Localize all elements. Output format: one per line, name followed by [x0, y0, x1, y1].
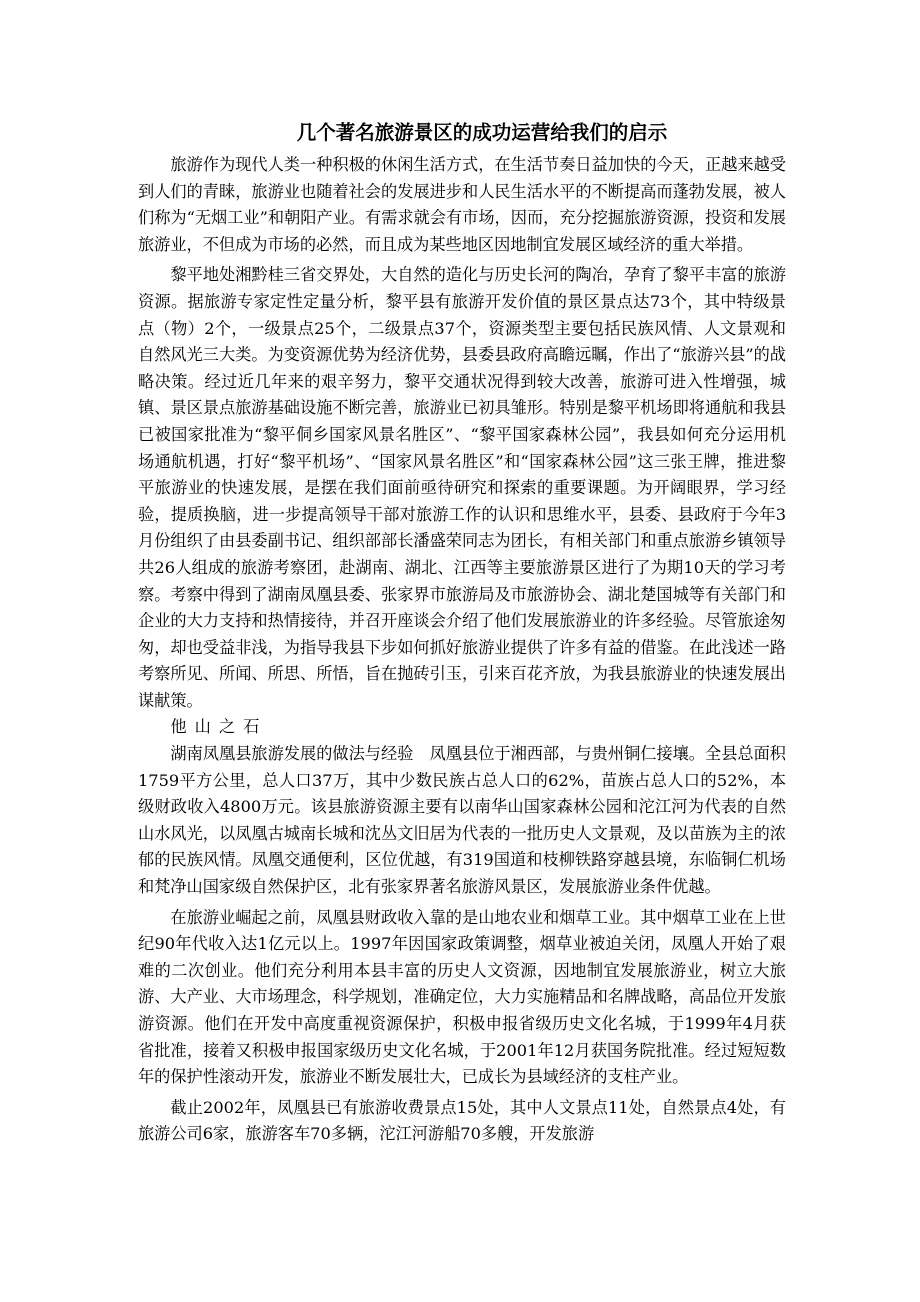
paragraph-fenghuang-2002: 截止2002年，凤凰县已有旅游收费景点15处，其中人文景点11处，自然景点4处，有旅游公司6家，旅游客车70多辆，沱江河游船70多艘，开发旅游: [138, 1097, 786, 1144]
section-heading: 他山之石: [170, 717, 268, 737]
paragraph-fenghuang-history: 在旅游业崛起之前，凤凰县财政收入靠的是山地农业和烟草工业。其中烟草工业在上世纪90年代收入达1亿元以上。1997年因国家政策调整，烟草业被迫关闭，凤凰人开始了艰难的二次创业。他们充分利用本县丰富的历史人文资源，因地制宜发展旅游业，树立大旅游、大产业、大市场理念，科学规划，准确定位，大力实施精品和名牌战略，高品位开发旅游资源。他们在开发中高度重视资源保护，积极申报省级历史文化名城，于1999年4月获省批准，接着又积极申报国家级历史文化名城，于2001年12月获国务院批准。经过短短数年的保护性滚动开发，旅游业不断发展壮大，已成长为县域经济的支柱产业。: [138, 907, 786, 1087]
document-title: 几个著名旅游景区的成功运营给我们的启示: [296, 121, 668, 144]
paragraph-intro: 旅游作为现代人类一种积极的休闲生活方式，在生活节奏日益加快的今天，正越来越受到人们的青睐，旅游业也随着社会的发展进步和人民生活水平的不断提高而蓬勃发展，被人们称为“无烟工业”和朝阳产业。有需求就会有市场，因而，充分挖掘旅游资源，投资和发展旅游业，不但成为市场的必然，而且成为某些地区因地制宜发展区域经济的重大举措。: [138, 155, 786, 254]
paragraph-fenghuang-overview: 湖南凤凰县旅游发展的做法与经验 凤凰县位于湘西部，与贵州铜仁接壤。全县总面积1759平方公里，总人口37万，其中少数民族占总人口的62%，苗族占总人口的52%，本级财政收入4800万元。该县旅游资源主要有以南华山国家森林公园和沱江河为代表的自然山水风光，以凤凰古城南长城和沈丛文旧居为代表的一批历史人文景观，及以苗族为主的浓郁的民族风情。凤凰交通便利，区位优越，有319国道和枝柳铁路穿越县境，东临铜仁机场和梵净山国家级自然保护区，北有张家界著名旅游风景区，发展旅游业条件优越。: [138, 744, 786, 897]
document-page: [138, 118, 786, 1148]
paragraph-liping: 黎平地处湘黔桂三省交界处，大自然的造化与历史长河的陶冶，孕育了黎平丰富的旅游资源。据旅游专家定性定量分析，黎平县有旅游开发价值的景区景点达73个，其中特级景点（物）2个，一级景点25个，二级景点37个，资源类型主要包括民族风情、人文景观和自然风光三大类。为变资源优势为经济优势，县委县政府高瞻远瞩，作出了“旅游兴县”的战略决策。经过近几年来的艰辛努力，黎平交通状况得到较大改善，旅游可进入性增强，城镇、景区景点旅游基础设施不断完善，旅游业已初具雏形。特别是黎平机场即将通航和我县已被国家批准为“黎平侗乡国家风景名胜区”、“黎平国家森林公园”，我县如何充分运用机场通航机遇，打好“黎平机场”、“国家风景名胜区”和“国家森林公园”这三张王牌，推进黎平旅游业的快速发展，是摆在我们面前亟待研究和探索的重要课题。为开阔眼界，学习经验，提质换脑，进一步提高领导干部对旅游工作的认识和思维水平，县委、县政府于今年3月份组织了由县委副书记、组织部部长潘盛荣同志为团长，有相关部门和重点旅游乡镇领导共26人组成的旅游考察团，赴湖南、湖北、江西等主要旅游景区进行了为期10天的学习考察。考察中得到了湖南凤凰县委、张家界市旅游局及市旅游协会、湖北楚国城等有关部门和企业的大力支持和热情接待，并召开座谈会介绍了他们发展旅游业的许多经验。尽管旅途匆匆，却也受益非浅，为指导我县下步如何抓好旅游业提供了许多有益的借鉴。在此浅述一路考察所见、所闻、所思、所悟，旨在抛砖引玉，引来百花齐放，为我县旅游业的快速发展出谋献策。: [138, 265, 786, 710]
